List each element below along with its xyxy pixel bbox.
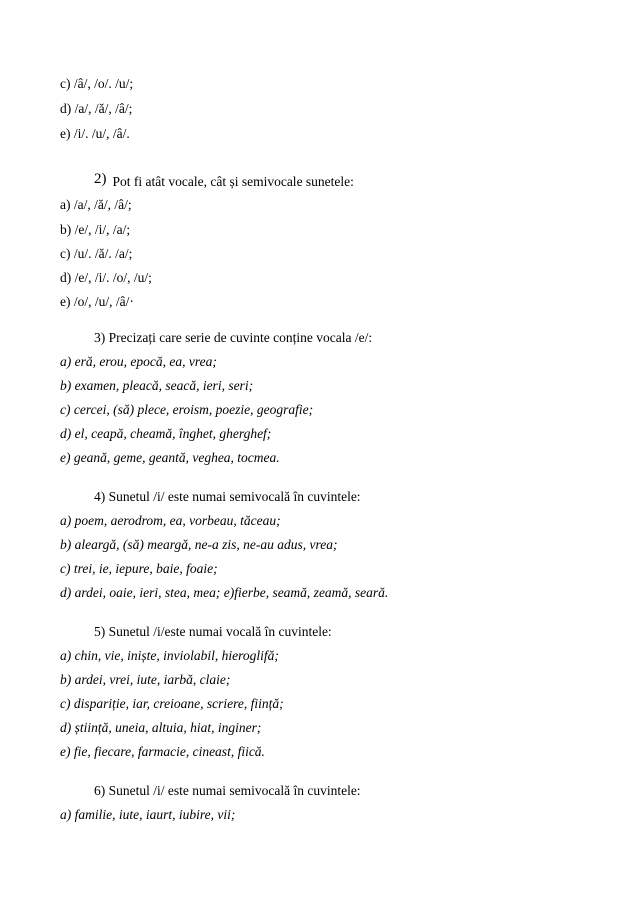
q4-option-d: d) ardei, oaie, ieri, stea, mea; e)fierbe, seamă, zeamă, seară. xyxy=(60,585,389,600)
q1-option-d: d) /a/, /ă/, /â/; xyxy=(60,101,133,116)
q5-option-b: b) ardei, vrei, iute, iarbă, claie; xyxy=(60,672,231,687)
question-6: 6) Sunetul /i/ este numai semivocală în cuvintele: xyxy=(94,783,361,798)
question-2-number: 2) xyxy=(94,171,107,187)
q2-option-c: c) /u/. /ă/. /a/; xyxy=(60,246,133,261)
q5-option-e: e) fie, fiecare, farmacie, cineast, fiică. xyxy=(60,744,265,759)
question-3: 3) Precizați care serie de cuvinte conține vocala /e/: xyxy=(94,330,373,345)
q2-option-d: d) /e/, /i/. /o/, /u/; xyxy=(60,270,152,285)
q1-option-e: e) /i/. /u/, /â/. xyxy=(60,126,130,141)
q3-option-d: d) el, ceapă, cheamă, înghet, gherghef; xyxy=(60,426,272,441)
question-5: 5) Sunetul /i/este numai vocală în cuvintele: xyxy=(94,624,332,639)
q2-option-e: e) /o/, /u/, /â/· xyxy=(60,294,134,309)
question-2-text: Pot fi atât vocale, cât și semivocale sunetele: xyxy=(112,174,354,189)
q2-option-b: b) /e/, /i/, /a/; xyxy=(60,222,131,237)
q4-option-c: c) trei, ie, iepure, baie, foaie; xyxy=(60,561,218,576)
q3-option-c: c) cercei, (să) plece, eroism, poezie, geografie; xyxy=(60,402,314,417)
q1-option-c: c) /â/, /o/. /u/; xyxy=(60,76,134,91)
question-4: 4) Sunetul /i/ este numai semivocală în cuvintele: xyxy=(94,489,361,504)
q2-option-a: a) /a/, /ă/, /â/; xyxy=(60,197,132,212)
q5-option-d: d) știință, uneia, altuia, hiat, inginer; xyxy=(60,720,262,735)
question-2 xyxy=(94,171,354,190)
q6-option-a: a) familie, iute, iaurt, iubire, vii; xyxy=(60,807,236,822)
q4-option-b: b) aleargă, (să) meargă, ne-a zis, ne-au adus, vrea; xyxy=(60,537,338,552)
q5-option-a: a) chin, vie, iniște, inviolabil, hieroglifă; xyxy=(60,648,279,663)
q3-option-a: a) eră, erou, epocă, ea, vrea; xyxy=(60,354,217,369)
q3-option-b: b) examen, pleacă, seacă, ieri, seri; xyxy=(60,378,254,393)
q3-option-e: e) geană, geme, geantă, veghea, tocmea. xyxy=(60,450,280,465)
q4-option-a: a) poem, aerodrom, ea, vorbeau, tăceau; xyxy=(60,513,281,528)
q5-option-c: c) dispariție, iar, creioane, scriere, ființă; xyxy=(60,696,284,711)
